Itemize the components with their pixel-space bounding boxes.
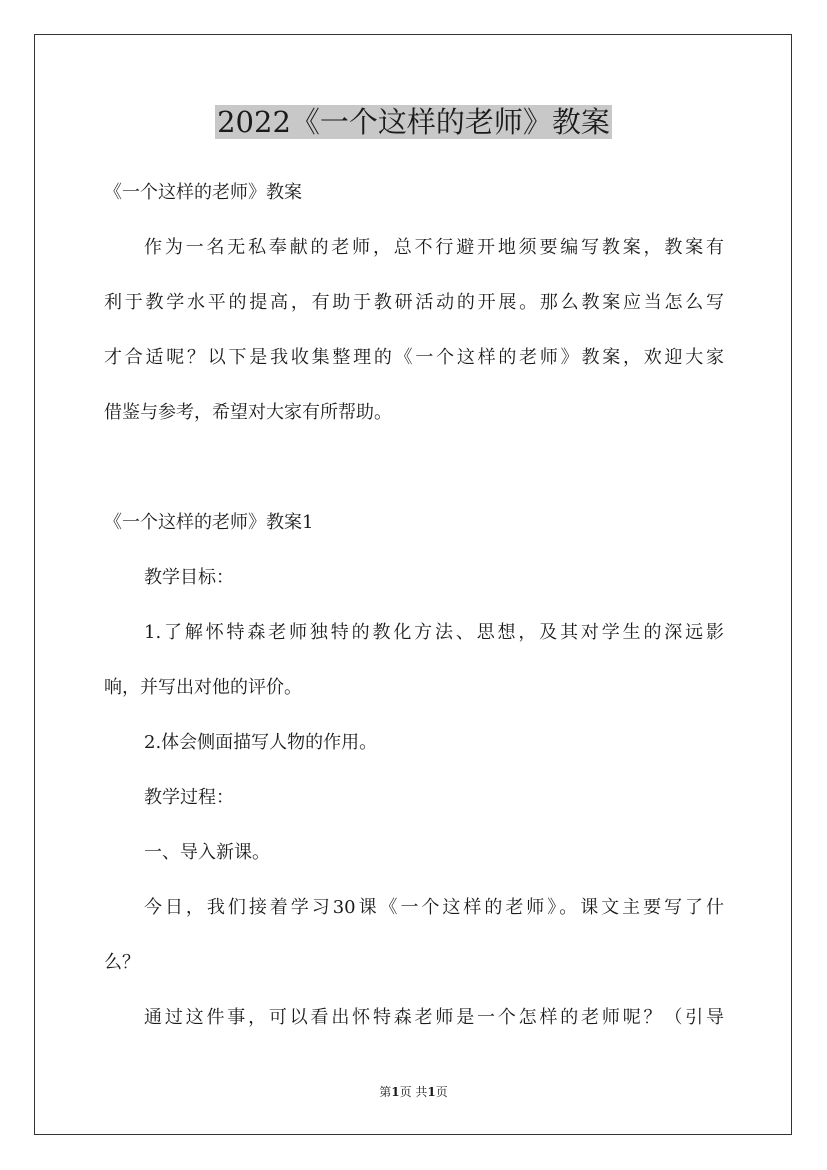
- document-title: [0, 100, 827, 144]
- footer-page-suffix: 页: [435, 1085, 448, 1099]
- intro-line-4: 借鉴与参考，希望对大家有所帮助。: [104, 402, 392, 423]
- document-title-text: 2022《一个这样的老师》教案: [217, 105, 610, 139]
- para-today-line-1: 今日，我们接着学习30课《一个这样的老师》。课文主要写了什: [144, 897, 724, 918]
- para-event: 通过这件事，可以看出怀特森老师是一个怎样的老师呢？（引导: [144, 1007, 724, 1028]
- para-today-line-2: 么？: [104, 952, 140, 973]
- footer-page-mid: 页 共: [399, 1085, 428, 1099]
- footer-page-current: 1: [391, 1085, 400, 1099]
- intro-line-2: 利于教学水平的提高，有助于教研活动的开展。那么教案应当怎么写: [104, 292, 724, 313]
- document-heading: 《一个这样的老师》教案: [104, 182, 302, 203]
- intro-line-1: 作为一名无私奉献的老师，总不行避开地须要编写教案，教案有: [144, 237, 724, 258]
- step-1: 一、导入新课。: [144, 842, 270, 863]
- process-label: 教学过程：: [144, 787, 234, 808]
- goal-1-line-2: 响，并写出对他的评价。: [104, 677, 302, 698]
- section-heading: 《一个这样的老师》教案1: [104, 512, 314, 533]
- goals-label: 教学目标：: [144, 567, 234, 588]
- goal-1-line-1: 1.了解怀特森老师独特的教化方法、思想，及其对学生的深远影: [144, 622, 724, 643]
- footer-page-prefix: 第: [379, 1085, 392, 1099]
- goal-2: 2.体会侧面描写人物的作用。: [144, 732, 378, 753]
- page-footer: [0, 1084, 827, 1100]
- intro-line-3: 才合适呢？以下是我收集整理的《一个这样的老师》教案，欢迎大家: [104, 347, 724, 368]
- footer-page-total: 1: [427, 1085, 436, 1099]
